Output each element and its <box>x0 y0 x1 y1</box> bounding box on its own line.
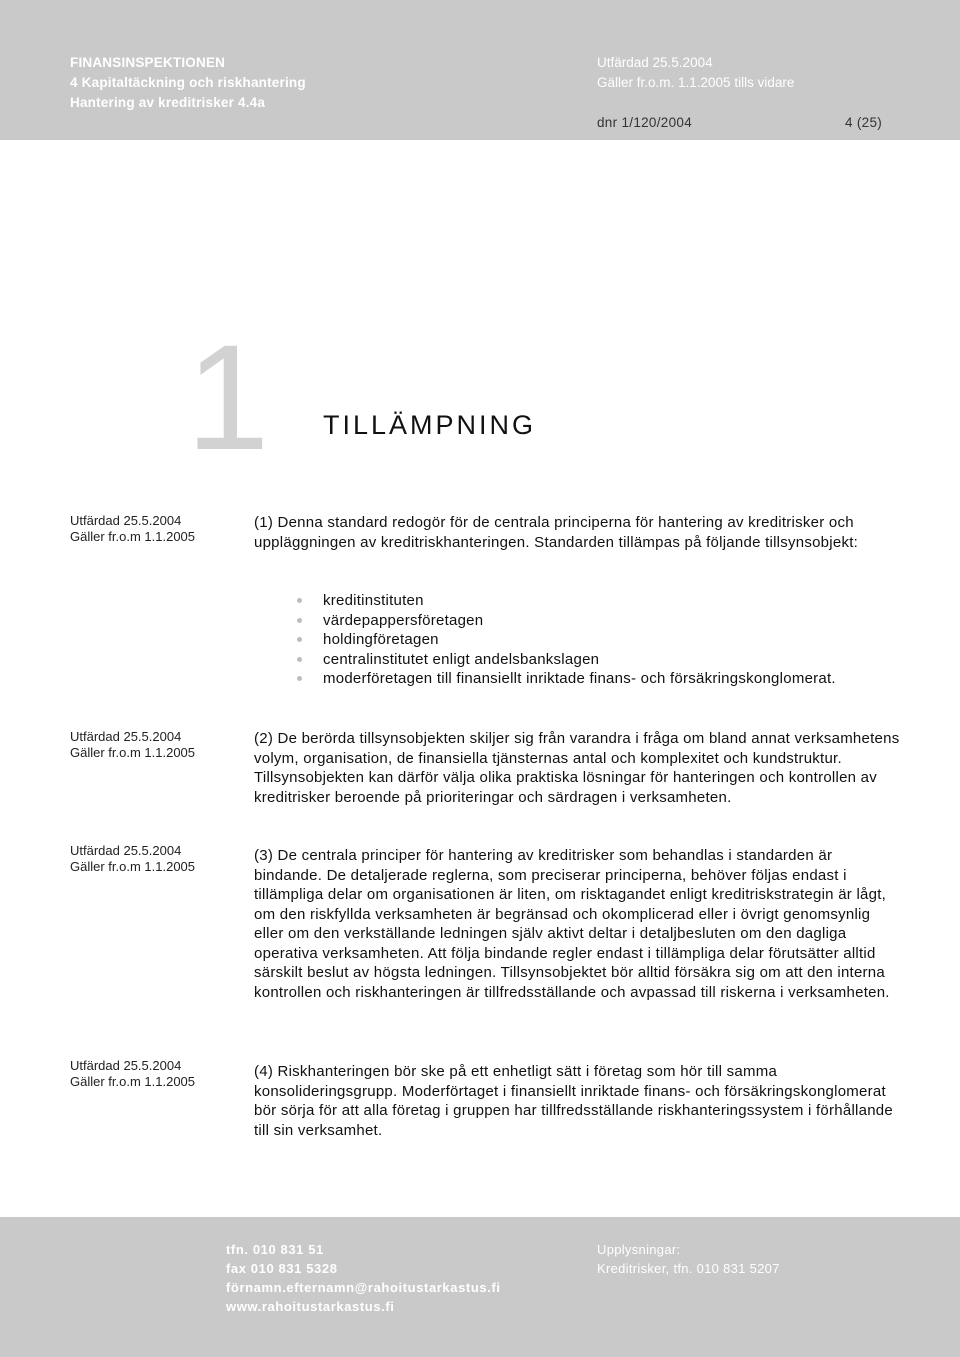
bullet-list <box>297 591 897 689</box>
margin-issued: Utfärdad 25.5.2004 <box>70 843 182 858</box>
header-org: FINANSINSPEKTIONEN <box>70 55 226 70</box>
margin-valid: Gäller fr.o.m 1.1.2005 <box>70 745 196 760</box>
header-chapter: 4 Kapitaltäckning och riskhantering <box>70 75 306 90</box>
footer-info-label: Upplysningar: <box>597 1242 681 1257</box>
paragraph-3: (3) De centrala principer för hantering av kreditrisker som behandlas i standarden är bindande. De detaljerade reglerna, som preciserar principerna, behöver följas endast i tillämpliga delar om organisationen är liten, om risktagandet enligt kreditriskstrategin är lågt, om den riskfyllda verksamheten är begränsad och okomplicerad eller i övrigt genomsynlig eller om den verkställande ledningen själv aktivt deltar i detaljbesluten om den dagliga operativa verksamheten. Att följa bindande regler endast i tillämpliga delar förutsätter alltid särskilt beslut av högsta ledningen. Tillsynsobjektet bör alltid försäkra sig om att den interna kontrollen och riskhanteringen är tillfredsställande och avpassad till riskerna i verksamheten. <box>254 847 890 1001</box>
chapter-number: 1 <box>186 313 270 481</box>
header-section: Hantering av kreditrisker 4.4a <box>70 95 266 110</box>
footer-website[interactable]: www.rahoitustarkastus.fi <box>226 1299 395 1314</box>
margin-valid: Gäller fr.o.m 1.1.2005 <box>70 859 196 874</box>
margin-issued: Utfärdad 25.5.2004 <box>70 513 182 528</box>
header-dnr: dnr 1/120/2004 <box>597 115 693 130</box>
margin-note <box>70 843 240 875</box>
footer-fax: fax 010 831 5328 <box>226 1261 338 1276</box>
margin-valid: Gäller fr.o.m 1.1.2005 <box>70 529 196 544</box>
page-header <box>0 0 960 140</box>
header-page-number: 4 (25) <box>845 115 883 130</box>
paragraph-4: (4) Riskhanteringen bör ske på ett enhetligt sätt i företag som hör till samma konsolideringsgrupp. Moderförtaget i finansiellt inriktade finans- och försäkringskonglomerat bör sörja för att alla företag i gruppen har tillfredsställande riskhanteringssystem i förhållande till sin verksamhet. <box>254 1063 893 1139</box>
bullet-dot-icon <box>297 657 302 662</box>
margin-issued: Utfärdad 25.5.2004 <box>70 1058 182 1073</box>
bullet-dot-icon <box>297 676 302 681</box>
header-issued: Utfärdad 25.5.2004 <box>597 55 713 70</box>
footer-email[interactable]: förnamn.efternamn@rahoitustarkastus.fi <box>226 1280 501 1295</box>
chapter-title: TILLÄMPNING <box>323 410 537 440</box>
list-item: moderföretagen till finansiellt inriktade finans- och försäkringskonglomerat. <box>297 669 897 689</box>
bullet-dot-icon <box>297 637 302 642</box>
footer-info-contact: Kreditrisker, tfn. 010 831 5207 <box>597 1261 780 1276</box>
bullet-dot-icon <box>297 598 302 603</box>
list-item: centralinstitutet enligt andelsbankslagen <box>297 650 897 670</box>
bullet-dot-icon <box>297 618 302 623</box>
margin-issued: Utfärdad 25.5.2004 <box>70 729 182 744</box>
margin-valid: Gäller fr.o.m 1.1.2005 <box>70 1074 196 1089</box>
header-valid: Gäller fr.o.m. 1.1.2005 tills vidare <box>597 75 795 90</box>
paragraph-2: (2) De berörda tillsynsobjekten skiljer sig från varandra i fråga om bland annat verksamhetens volym, organisation, de finansiella tjänsternas antal och komplexitet och kundstruktur. Tillsynsobjekten kan därför välja olika praktiska lösningar för hanteringen och kontrollen av kreditrisker beroende på prioriteringar och särdragen i verksamheten. <box>254 730 900 806</box>
page-footer <box>0 1217 960 1357</box>
margin-note <box>70 729 240 761</box>
list-item: värdepappersföretagen <box>297 611 897 631</box>
footer-phone: tfn. 010 831 51 <box>226 1242 324 1257</box>
paragraph-1: (1) Denna standard redogör för de centrala principerna för hantering av kreditrisker och uppläggningen av kreditriskhanteringen. Standarden tillämpas på följande tillsynsobjekt: <box>254 514 859 551</box>
margin-note <box>70 1058 240 1090</box>
margin-note <box>70 513 240 545</box>
list-item: holdingföretagen <box>297 630 897 650</box>
list-item: kreditinstituten <box>297 591 897 611</box>
